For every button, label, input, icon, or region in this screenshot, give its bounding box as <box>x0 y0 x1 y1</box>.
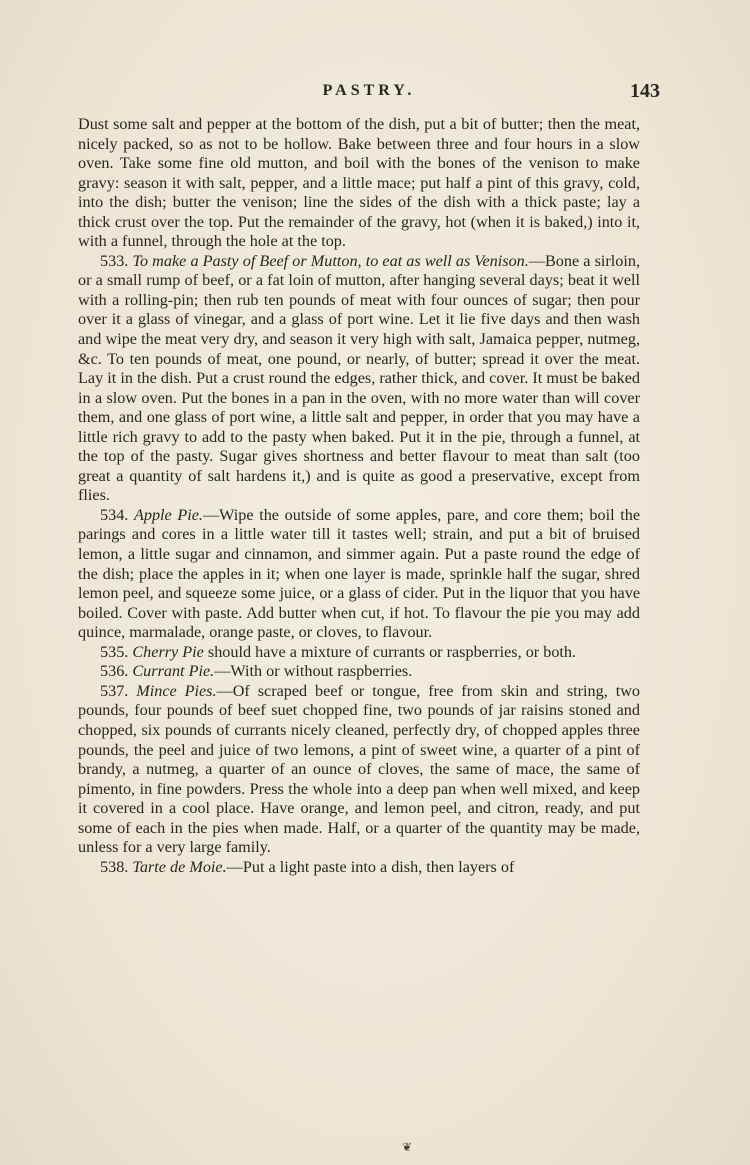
recipe-title: Cherry Pie <box>132 642 204 661</box>
recipe-538 <box>78 858 640 878</box>
recipe-536 <box>78 662 640 682</box>
recipe-text: —Of scraped beef or tongue, free from skin and string, two pounds, four pounds of beef suet chopped fine, two pounds of jar raisins stoned and chopped, six pounds of currants nicely cleaned, perfectly dry, of chopped apples three pounds, the peel and juice of two lemons, a pint of sweet wine, a quarter of a pint of brandy, a nutmeg, a quarter of an ounce of cloves, the same of mace, the same of pimento, in fine powders. Press the whole into a deep pan when well mixed, and keep it covered in a cool place. Have orange, and lemon peel, and citron, ready, and put some of each in the pies when made. Half, or a quarter of the quantity may be made, unless for a very large family. <box>78 681 640 857</box>
recipe-text: —Wipe the outside of some apples, pare, and core them; boil the parings and cores in a little water till it tastes well; strain, and put a bit of bruised lemon, a little sugar and cinnamon, and simmer again. Put a paste round the edge of the dish; place the apples in it; when one layer is made, sprinkle half the sugar, shred lemon peel, and squeeze some juice, or a glass of cider. Put in the liquor that you have boiled. Cover with paste. Add butter when cut, if hot. To flavour the pie you may add quince, marmalade, orange paste, or cloves, to flavour. <box>78 505 641 642</box>
recipe-537 <box>78 682 640 858</box>
recipe-text: —Put a light paste into a dish, then layers of <box>226 857 515 876</box>
recipe-534 <box>78 506 640 643</box>
recipe-number: 534. <box>100 505 129 524</box>
recipe-number: 537. <box>100 681 129 700</box>
recipe-number: 535. <box>100 642 129 661</box>
recipe-number: 536. <box>100 662 129 681</box>
printer-ornament-icon: ❦ <box>402 1140 413 1154</box>
recipe-number: 533. <box>100 251 129 270</box>
continuation-paragraph: Dust some salt and pepper at the bottom of the dish, put a bit of butter; then the meat, nicely packed, so as not to be hollow. Bake between three and four hours in a slow oven. Take some fine old mutton, and boil with the bones of the venison to make gravy: season it with salt, pepper, and a little mace; put half a pint of this gravy, cold, into the dish; butter the venison; line the sides of the dish with a thick paste; lay a thick crust over the top. Put the remainder of the gravy, hot (when it is baked,) into it, with a funnel, through the hole at the top. <box>78 115 640 251</box>
recipe-title: Currant Pie. <box>132 662 215 681</box>
running-head: PASTRY. <box>322 82 416 99</box>
recipe-535 <box>78 643 640 663</box>
recipe-533 <box>78 252 640 506</box>
recipe-title: Apple Pie. <box>133 505 203 524</box>
page-body <box>78 115 640 877</box>
recipe-number: 538. <box>100 857 129 876</box>
recipe-title: To make a Pasty of Beef or Mutton, to eat as well as Venison. <box>132 251 529 270</box>
page-number: 143 <box>630 80 660 102</box>
page-header <box>78 80 660 108</box>
recipe-text: —Bone a sirloin, or a small rump of beef, or a fat loin of mutton, after hanging several days; beat it well with a rolling-pin; then rub ten pounds of meat with four ounces of sugar; then pour over it a glass of vinegar, and a glass of port wine. Let it lie five days and then wash and wipe the meat very dry, and season it very high with salt, Jamaica pepper, nutmeg, &c. To ten pounds of meat, one pound, or nearly, of butter; spread it over the meat. Lay it in the dish. Put a crust round the edges, rather thick, and cover. It must be baked in a slow oven. Put the bones in a pan in the oven, with no more water than will cover them, and one glass of port wine, a little salt and pepper, in order that you may have a little rich gravy to add to the pasty when baked. Put it in the pie, through a funnel, at the top of the pasty. Sugar gives shortness and better flavour to meat than salt (too great a quantity of salt hardens it,) and is quite as good a preservative, except from flies. <box>78 251 640 505</box>
recipe-text: should have a mixture of currants or raspberries, or both. <box>203 642 577 661</box>
recipe-title: Tarte de Moie. <box>132 857 227 876</box>
recipe-text: —With or without raspberries. <box>214 662 413 681</box>
recipe-title: Mince Pies. <box>136 681 217 700</box>
